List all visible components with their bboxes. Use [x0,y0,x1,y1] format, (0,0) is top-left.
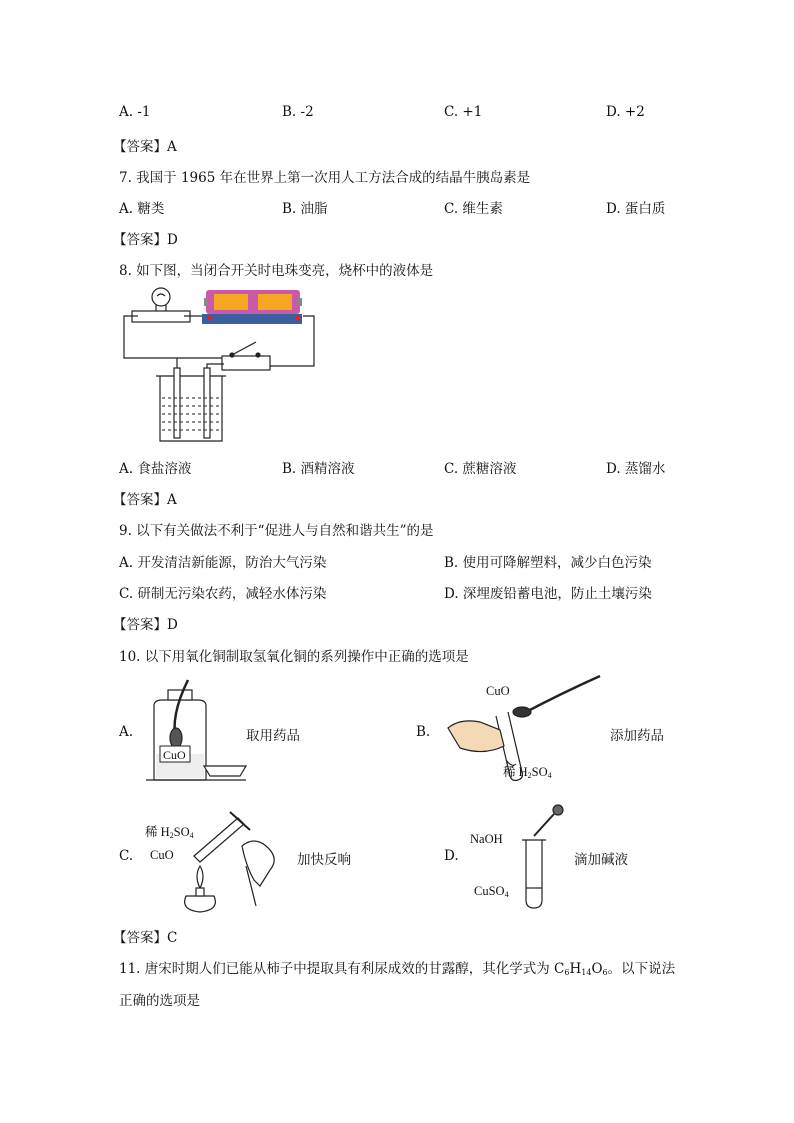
circuit-diagram [118,286,328,446]
h2so4-label-c: 稀 $H_2SO_4$ [145,825,194,840]
cuo-label-c: CuO [150,848,174,862]
q6-answer: 【答案】A [113,139,177,155]
q10-stem: 10. 以下用氧化铜制取氢氧化铜的系列操作中正确的选项是 [119,649,469,665]
q11-stem: 11. 唐宋时期人们已能从柿子中提取具有利尿成效的甘露醇，其化学式为 $C_6H_{14}O_6$。以下说法 [119,961,676,977]
q8-option-a: A. 食盐溶液 [119,461,192,477]
q6-option-a: A. -1 [119,104,151,120]
q6-option-d: D. +2 [606,104,645,120]
q8-answer: 【答案】A [113,492,177,508]
dropper-test-tube-figure [518,804,578,910]
q9-answer: 【答案】D [113,617,178,633]
q9-option-b: B. 使用可降解塑料，减少白色污染 [444,555,652,571]
q11-stem-line2: 正确的选项是 [119,993,200,1009]
q7-option-b: B. 油脂 [282,201,328,217]
q6-option-b: B. -2 [282,104,314,120]
naoh-label: NaOH [470,832,503,846]
q10-option-b-caption: 添加药品 [610,728,664,744]
cuso4-label: CuSO$_4$ [474,884,509,899]
q7-answer: 【答案】D [113,232,178,248]
q10-option-d-caption: 滴加碱液 [574,852,628,868]
h2so4-label-b: 稀 $H_2SO_4$ [503,765,552,780]
reagent-bottle-figure [146,676,250,782]
q9-option-c: C. 研制无污染农药，减轻水体污染 [119,586,327,602]
q9-stem: 9. 以下有关做法不利于“促进人与自然和谐共生”的是 [119,523,434,539]
q8-option-c: C. 蔗糖溶液 [444,461,517,477]
q8-option-b: B. 酒精溶液 [282,461,355,477]
q10-option-a-caption: 取用药品 [246,728,300,744]
q6-option-c: C. +1 [444,104,483,120]
q10-option-a-letter: A. [119,724,134,740]
q10-option-b-letter: B. [416,724,431,740]
q7-option-c: C. 维生素 [444,201,503,217]
q10-option-c-caption: 加快反响 [297,852,351,868]
q7-option-d: D. 蛋白质 [606,201,666,217]
bottle-label: CuO [163,748,186,762]
q9-option-d: D. 深埋废铅蓄电池，防止土壤污染 [444,586,652,602]
q10-option-d-letter: D. [444,848,459,864]
cuo-label-b: CuO [486,684,510,698]
q8-option-d: D. 蒸馏水 [606,461,666,477]
q7-stem: 7. 我国于 1965 年在世界上第一次用人工方法合成的结晶牛胰岛素是 [119,170,531,186]
q7-option-a: A. 糖类 [119,201,165,217]
q9-option-a: A. 开发清洁新能源，防治大气污染 [119,555,327,571]
q10-option-c-letter: C. [119,848,134,864]
q10-answer: 【答案】C [113,930,178,946]
q8-stem: 8. 如下图，当闭合开关时电珠变亮，烧杯中的液体是 [119,263,434,279]
